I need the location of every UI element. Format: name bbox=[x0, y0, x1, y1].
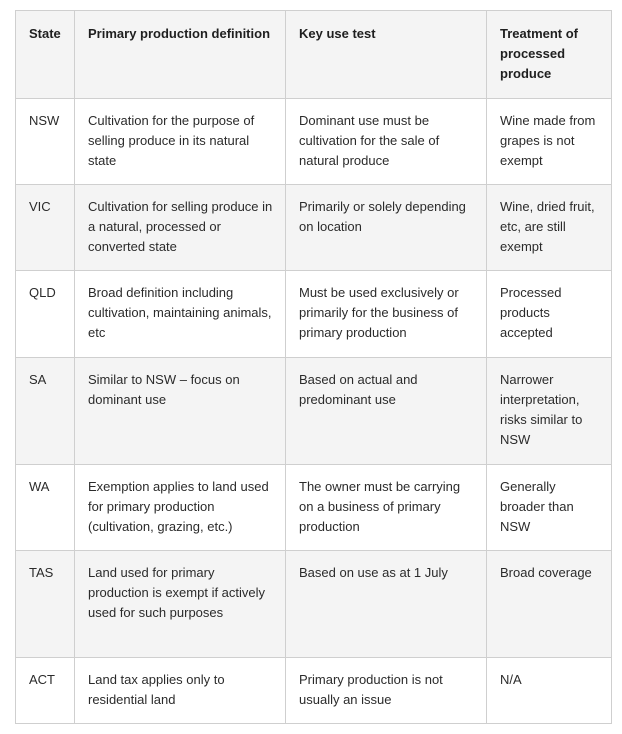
cell-definition: Cultivation for the purpose of selling produce in its natural state bbox=[75, 99, 286, 185]
comparison-table-container bbox=[15, 10, 612, 724]
cell-treatment: Wine made from grapes is not exempt bbox=[487, 99, 612, 185]
table-row bbox=[16, 658, 612, 724]
cell-use-test: Dominant use must be cultivation for the sale of natural produce bbox=[286, 99, 487, 185]
cell-definition: Land tax applies only to residential land bbox=[75, 658, 286, 724]
header-state: State bbox=[16, 11, 75, 99]
cell-use-test: Based on actual and predominant use bbox=[286, 358, 487, 465]
cell-use-test: Primary production is not usually an issue bbox=[286, 658, 487, 724]
cell-use-test: Primarily or solely depending on location bbox=[286, 185, 487, 271]
state-comparison-table bbox=[15, 10, 612, 724]
header-treatment: Treatment of processed produce bbox=[487, 11, 612, 99]
table-header-row bbox=[16, 11, 612, 99]
table-row bbox=[16, 185, 612, 271]
table-row bbox=[16, 465, 612, 551]
cell-state: TAS bbox=[16, 551, 75, 658]
cell-definition: Land used for primary production is exempt if actively used for such purposes bbox=[75, 551, 286, 658]
cell-treatment: Processed products accepted bbox=[487, 271, 612, 358]
cell-use-test: The owner must be carrying on a business of primary production bbox=[286, 465, 487, 551]
cell-state: VIC bbox=[16, 185, 75, 271]
cell-treatment: Wine, dried fruit, etc, are still exempt bbox=[487, 185, 612, 271]
table-row bbox=[16, 358, 612, 465]
cell-treatment: Narrower interpretation, risks similar to NSW bbox=[487, 358, 612, 465]
cell-state: NSW bbox=[16, 99, 75, 185]
cell-treatment: Generally broader than NSW bbox=[487, 465, 612, 551]
header-use-test: Key use test bbox=[286, 11, 487, 99]
table-row bbox=[16, 271, 612, 358]
cell-definition: Cultivation for selling produce in a natural, processed or converted state bbox=[75, 185, 286, 271]
cell-use-test: Must be used exclusively or primarily for the business of primary production bbox=[286, 271, 487, 358]
cell-state: SA bbox=[16, 358, 75, 465]
cell-treatment: Broad coverage bbox=[487, 551, 612, 658]
table-row bbox=[16, 99, 612, 185]
table-row bbox=[16, 551, 612, 658]
cell-definition: Similar to NSW – focus on dominant use bbox=[75, 358, 286, 465]
cell-treatment: N/A bbox=[487, 658, 612, 724]
cell-state: ACT bbox=[16, 658, 75, 724]
cell-state: QLD bbox=[16, 271, 75, 358]
cell-use-test: Based on use as at 1 July bbox=[286, 551, 487, 658]
cell-definition: Broad definition including cultivation, maintaining animals, etc bbox=[75, 271, 286, 358]
cell-definition: Exemption applies to land used for primary production (cultivation, grazing, etc.) bbox=[75, 465, 286, 551]
cell-state: WA bbox=[16, 465, 75, 551]
header-definition: Primary production definition bbox=[75, 11, 286, 99]
